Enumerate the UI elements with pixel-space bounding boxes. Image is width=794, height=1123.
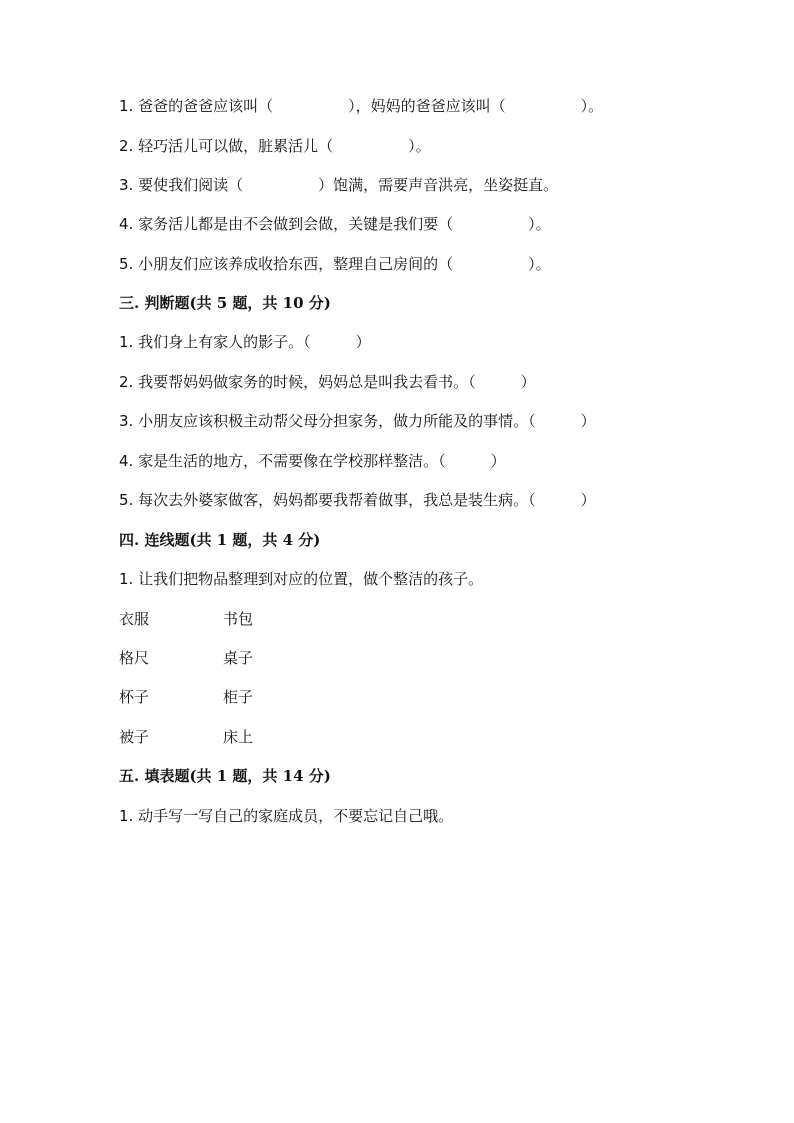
matching-left-item: 被子 — [119, 728, 150, 746]
true-false-item: 1. 我们身上有家人的影子。（ ） — [119, 333, 371, 351]
matching-left-item: 格尺 — [119, 649, 150, 667]
matching-right-item: 书包 — [223, 610, 254, 628]
matching-right-item: 桌子 — [223, 649, 254, 667]
true-false-item: 5. 每次去外婆家做客，妈妈都要我帮着做事，我总是装生病。（ ） — [119, 491, 596, 509]
matching-question: 1. 让我们把物品整理到对应的位置，做个整洁的孩子。 — [119, 570, 484, 588]
matching-left-item: 衣服 — [119, 610, 150, 628]
table-question: 1. 动手写一写自己的家庭成员，不要忘记自己哦。 — [119, 807, 454, 825]
fill-blank-item: 5. 小朋友们应该养成收拾东西，整理自己房间的（ ）。 — [119, 255, 551, 273]
fill-blank-item: 1. 爸爸的爸爸应该叫（ ），妈妈的爸爸应该叫（ ）。 — [119, 97, 604, 115]
matching-right-item: 柜子 — [223, 688, 254, 706]
fill-blank-item: 4. 家务活儿都是由不会做到会做，关键是我们要（ ）。 — [119, 215, 551, 233]
true-false-item: 2. 我要帮妈妈做家务的时候，妈妈总是叫我去看书。（ ） — [119, 373, 536, 391]
section-heading-true-false: 三. 判断题(共 5 题，共 10 分) — [119, 294, 331, 312]
fill-blank-item: 2. 轻巧活儿可以做，脏累活儿（ ）。 — [119, 137, 431, 155]
section-heading-matching: 四. 连线题(共 1 题，共 4 分) — [119, 531, 321, 549]
true-false-item: 4. 家是生活的地方，不需要像在学校那样整洁。（ ） — [119, 452, 506, 470]
fill-blank-item: 3. 要使我们阅读（ ）饱满，需要声音洪亮，坐姿挺直。 — [119, 176, 559, 194]
matching-left-item: 杯子 — [119, 688, 150, 706]
section-heading-table: 五. 填表题(共 1 题，共 14 分) — [119, 767, 331, 785]
matching-right-item: 床上 — [223, 728, 254, 746]
true-false-item: 3. 小朋友应该积极主动帮父母分担家务，做力所能及的事情。（ ） — [119, 412, 596, 430]
